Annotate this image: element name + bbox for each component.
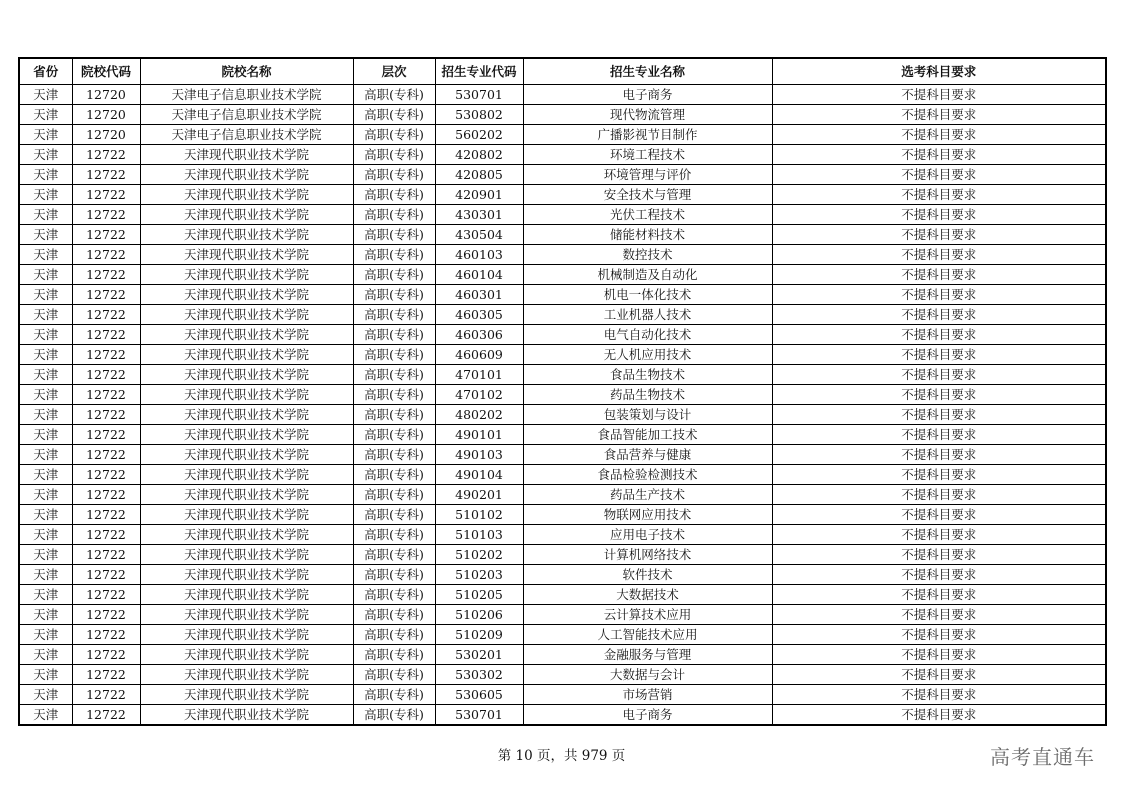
- cell-subject-requirement: 不提科目要求: [772, 705, 1106, 726]
- cell-major-name: 食品智能加工技术: [523, 425, 772, 445]
- cell-province: 天津: [19, 365, 72, 385]
- cell-school-code: 12722: [72, 605, 140, 625]
- cell-major-name: 安全技术与管理: [523, 185, 772, 205]
- cell-subject-requirement: 不提科目要求: [772, 485, 1106, 505]
- cell-province: 天津: [19, 565, 72, 585]
- cell-school-name: 天津现代职业技术学院: [140, 465, 353, 485]
- cell-province: 天津: [19, 165, 72, 185]
- cell-level: 高职(专科): [353, 225, 435, 245]
- cell-province: 天津: [19, 425, 72, 445]
- cell-province: 天津: [19, 245, 72, 265]
- cell-province: 天津: [19, 225, 72, 245]
- cell-subject-requirement: 不提科目要求: [772, 245, 1106, 265]
- cell-school-name: 天津现代职业技术学院: [140, 265, 353, 285]
- cell-level: 高职(专科): [353, 525, 435, 545]
- table-row: [19, 325, 1106, 345]
- cell-school-name: 天津现代职业技术学院: [140, 425, 353, 445]
- cell-subject-requirement: 不提科目要求: [772, 325, 1106, 345]
- cell-major-code: 460305: [435, 305, 523, 325]
- cell-province: 天津: [19, 85, 72, 105]
- cell-province: 天津: [19, 385, 72, 405]
- table-row: [19, 185, 1106, 205]
- cell-province: 天津: [19, 185, 72, 205]
- cell-major-name: 数控技术: [523, 245, 772, 265]
- cell-major-name: 药品生产技术: [523, 485, 772, 505]
- cell-school-code: 12722: [72, 705, 140, 726]
- cell-major-name: 食品营养与健康: [523, 445, 772, 465]
- cell-major-code: 510205: [435, 585, 523, 605]
- cell-province: 天津: [19, 345, 72, 365]
- cell-level: 高职(专科): [353, 185, 435, 205]
- table-row: [19, 565, 1106, 585]
- cell-major-code: 490104: [435, 465, 523, 485]
- cell-major-name: 包装策划与设计: [523, 405, 772, 425]
- cell-subject-requirement: 不提科目要求: [772, 645, 1106, 665]
- cell-school-code: 12722: [72, 245, 140, 265]
- cell-major-code: 490101: [435, 425, 523, 445]
- cell-subject-requirement: 不提科目要求: [772, 225, 1106, 245]
- cell-school-name: 天津现代职业技术学院: [140, 165, 353, 185]
- cell-school-name: 天津电子信息职业技术学院: [140, 125, 353, 145]
- cell-level: 高职(专科): [353, 385, 435, 405]
- cell-school-name: 天津现代职业技术学院: [140, 325, 353, 345]
- cell-subject-requirement: 不提科目要求: [772, 525, 1106, 545]
- cell-school-name: 天津现代职业技术学院: [140, 405, 353, 425]
- cell-major-code: 420805: [435, 165, 523, 185]
- cell-major-name: 光伏工程技术: [523, 205, 772, 225]
- cell-school-name: 天津现代职业技术学院: [140, 365, 353, 385]
- cell-school-code: 12720: [72, 85, 140, 105]
- cell-major-code: 420901: [435, 185, 523, 205]
- cell-school-name: 天津现代职业技术学院: [140, 565, 353, 585]
- cell-province: 天津: [19, 265, 72, 285]
- cell-level: 高职(专科): [353, 685, 435, 705]
- table-row: [19, 705, 1106, 726]
- cell-school-name: 天津现代职业技术学院: [140, 305, 353, 325]
- cell-major-code: 510103: [435, 525, 523, 545]
- table-row: [19, 265, 1106, 285]
- cell-school-code: 12722: [72, 145, 140, 165]
- cell-subject-requirement: 不提科目要求: [772, 465, 1106, 485]
- cell-province: 天津: [19, 125, 72, 145]
- cell-province: 天津: [19, 485, 72, 505]
- cell-major-code: 510102: [435, 505, 523, 525]
- header-level: 层次: [353, 58, 435, 85]
- cell-major-name: 人工智能技术应用: [523, 625, 772, 645]
- cell-subject-requirement: 不提科目要求: [772, 385, 1106, 405]
- cell-province: 天津: [19, 525, 72, 545]
- watermark-logo-text: 高考直通车: [990, 745, 1095, 769]
- table-row: [19, 385, 1106, 405]
- table-row: [19, 305, 1106, 325]
- cell-major-code: 510209: [435, 625, 523, 645]
- cell-school-code: 12722: [72, 345, 140, 365]
- cell-major-name: 现代物流管理: [523, 105, 772, 125]
- cell-province: 天津: [19, 505, 72, 525]
- cell-subject-requirement: 不提科目要求: [772, 625, 1106, 645]
- cell-subject-requirement: 不提科目要求: [772, 425, 1106, 445]
- cell-level: 高职(专科): [353, 465, 435, 485]
- cell-major-name: 计算机网络技术: [523, 545, 772, 565]
- cell-school-code: 12722: [72, 625, 140, 645]
- cell-major-code: 480202: [435, 405, 523, 425]
- cell-school-name: 天津现代职业技术学院: [140, 185, 353, 205]
- cell-school-name: 天津现代职业技术学院: [140, 145, 353, 165]
- cell-major-name: 电子商务: [523, 85, 772, 105]
- cell-school-name: 天津现代职业技术学院: [140, 345, 353, 365]
- cell-level: 高职(专科): [353, 565, 435, 585]
- cell-level: 高职(专科): [353, 425, 435, 445]
- cell-subject-requirement: 不提科目要求: [772, 545, 1106, 565]
- table-row: [19, 85, 1106, 105]
- header-province: 省份: [19, 58, 72, 85]
- cell-major-code: 510203: [435, 565, 523, 585]
- cell-school-code: 12722: [72, 405, 140, 425]
- cell-level: 高职(专科): [353, 205, 435, 225]
- cell-major-name: 环境管理与评价: [523, 165, 772, 185]
- cell-major-name: 机械制造及自动化: [523, 265, 772, 285]
- cell-level: 高职(专科): [353, 665, 435, 685]
- cell-major-code: 530802: [435, 105, 523, 125]
- document-sheet: [18, 57, 1105, 726]
- cell-level: 高职(专科): [353, 325, 435, 345]
- cell-major-code: 460609: [435, 345, 523, 365]
- cell-school-code: 12722: [72, 525, 140, 545]
- header-major-code: 招生专业代码: [435, 58, 523, 85]
- cell-major-name: 大数据与会计: [523, 665, 772, 685]
- cell-major-code: 430504: [435, 225, 523, 245]
- cell-subject-requirement: 不提科目要求: [772, 285, 1106, 305]
- cell-school-code: 12722: [72, 325, 140, 345]
- cell-level: 高职(专科): [353, 605, 435, 625]
- cell-major-code: 420802: [435, 145, 523, 165]
- cell-province: 天津: [19, 405, 72, 425]
- cell-school-name: 天津现代职业技术学院: [140, 485, 353, 505]
- cell-school-code: 12722: [72, 225, 140, 245]
- cell-subject-requirement: 不提科目要求: [772, 185, 1106, 205]
- cell-school-code: 12722: [72, 505, 140, 525]
- cell-major-name: 食品检验检测技术: [523, 465, 772, 485]
- cell-province: 天津: [19, 105, 72, 125]
- cell-subject-requirement: 不提科目要求: [772, 685, 1106, 705]
- cell-school-name: 天津现代职业技术学院: [140, 665, 353, 685]
- cell-school-code: 12722: [72, 545, 140, 565]
- cell-major-name: 药品生物技术: [523, 385, 772, 405]
- cell-school-name: 天津现代职业技术学院: [140, 705, 353, 726]
- table-row: [19, 505, 1106, 525]
- cell-level: 高职(专科): [353, 485, 435, 505]
- cell-level: 高职(专科): [353, 625, 435, 645]
- header-school-code: 院校代码: [72, 58, 140, 85]
- cell-major-name: 电气自动化技术: [523, 325, 772, 345]
- table-row: [19, 605, 1106, 625]
- cell-level: 高职(专科): [353, 345, 435, 365]
- cell-level: 高职(专科): [353, 165, 435, 185]
- cell-level: 高职(专科): [353, 145, 435, 165]
- table-row: [19, 285, 1106, 305]
- cell-level: 高职(专科): [353, 445, 435, 465]
- table-row: [19, 125, 1106, 145]
- table-header-row: [19, 58, 1106, 85]
- cell-major-code: 530701: [435, 705, 523, 726]
- cell-major-code: 490201: [435, 485, 523, 505]
- cell-province: 天津: [19, 205, 72, 225]
- cell-school-code: 12722: [72, 685, 140, 705]
- cell-subject-requirement: 不提科目要求: [772, 305, 1106, 325]
- cell-level: 高职(专科): [353, 545, 435, 565]
- cell-school-name: 天津现代职业技术学院: [140, 385, 353, 405]
- cell-subject-requirement: 不提科目要求: [772, 85, 1106, 105]
- cell-province: 天津: [19, 605, 72, 625]
- cell-level: 高职(专科): [353, 125, 435, 145]
- cell-school-name: 天津现代职业技术学院: [140, 525, 353, 545]
- cell-level: 高职(专科): [353, 285, 435, 305]
- table-row: [19, 525, 1106, 545]
- cell-subject-requirement: 不提科目要求: [772, 505, 1106, 525]
- cell-level: 高职(专科): [353, 365, 435, 385]
- table-row: [19, 145, 1106, 165]
- cell-major-name: 食品生物技术: [523, 365, 772, 385]
- table-row: [19, 465, 1106, 485]
- cell-major-code: 460103: [435, 245, 523, 265]
- cell-province: 天津: [19, 705, 72, 726]
- cell-subject-requirement: 不提科目要求: [772, 565, 1106, 585]
- cell-province: 天津: [19, 465, 72, 485]
- cell-school-name: 天津现代职业技术学院: [140, 225, 353, 245]
- cell-subject-requirement: 不提科目要求: [772, 665, 1106, 685]
- table-row: [19, 245, 1106, 265]
- table-row: [19, 665, 1106, 685]
- cell-major-code: 510202: [435, 545, 523, 565]
- cell-subject-requirement: 不提科目要求: [772, 445, 1106, 465]
- cell-major-name: 工业机器人技术: [523, 305, 772, 325]
- cell-subject-requirement: 不提科目要求: [772, 405, 1106, 425]
- cell-subject-requirement: 不提科目要求: [772, 125, 1106, 145]
- cell-school-code: 12722: [72, 365, 140, 385]
- cell-province: 天津: [19, 585, 72, 605]
- cell-school-code: 12722: [72, 645, 140, 665]
- cell-major-code: 510206: [435, 605, 523, 625]
- table-row: [19, 625, 1106, 645]
- cell-school-code: 12722: [72, 165, 140, 185]
- cell-subject-requirement: 不提科目要求: [772, 345, 1106, 365]
- cell-major-name: 物联网应用技术: [523, 505, 772, 525]
- cell-school-code: 12722: [72, 445, 140, 465]
- table-row: [19, 345, 1106, 365]
- cell-level: 高职(专科): [353, 505, 435, 525]
- cell-school-name: 天津现代职业技术学院: [140, 445, 353, 465]
- cell-level: 高职(专科): [353, 305, 435, 325]
- cell-school-name: 天津现代职业技术学院: [140, 545, 353, 565]
- cell-school-name: 天津电子信息职业技术学院: [140, 85, 353, 105]
- table-row: [19, 365, 1106, 385]
- cell-major-code: 460301: [435, 285, 523, 305]
- cell-major-code: 470101: [435, 365, 523, 385]
- cell-major-code: 530605: [435, 685, 523, 705]
- cell-school-code: 12722: [72, 565, 140, 585]
- table-row: [19, 425, 1106, 445]
- table-row: [19, 205, 1106, 225]
- cell-school-code: 12722: [72, 285, 140, 305]
- cell-major-name: 机电一体化技术: [523, 285, 772, 305]
- cell-school-code: 12722: [72, 185, 140, 205]
- cell-school-name: 天津电子信息职业技术学院: [140, 105, 353, 125]
- cell-school-name: 天津现代职业技术学院: [140, 245, 353, 265]
- cell-major-code: 430301: [435, 205, 523, 225]
- admission-table: [18, 57, 1107, 726]
- cell-school-name: 天津现代职业技术学院: [140, 685, 353, 705]
- cell-subject-requirement: 不提科目要求: [772, 165, 1106, 185]
- cell-major-name: 金融服务与管理: [523, 645, 772, 665]
- table-row: [19, 685, 1106, 705]
- cell-school-name: 天津现代职业技术学院: [140, 505, 353, 525]
- header-subject-requirement: 选考科目要求: [772, 58, 1106, 85]
- cell-major-code: 490103: [435, 445, 523, 465]
- cell-province: 天津: [19, 325, 72, 345]
- cell-subject-requirement: 不提科目要求: [772, 605, 1106, 625]
- cell-subject-requirement: 不提科目要求: [772, 205, 1106, 225]
- cell-subject-requirement: 不提科目要求: [772, 585, 1106, 605]
- cell-level: 高职(专科): [353, 245, 435, 265]
- cell-major-code: 470102: [435, 385, 523, 405]
- cell-school-code: 12722: [72, 585, 140, 605]
- cell-major-code: 530701: [435, 85, 523, 105]
- cell-subject-requirement: 不提科目要求: [772, 105, 1106, 125]
- cell-major-name: 电子商务: [523, 705, 772, 726]
- cell-school-code: 12722: [72, 385, 140, 405]
- cell-level: 高职(专科): [353, 105, 435, 125]
- table-row: [19, 445, 1106, 465]
- table-body: [19, 85, 1106, 726]
- cell-major-name: 市场营销: [523, 685, 772, 705]
- cell-major-name: 应用电子技术: [523, 525, 772, 545]
- cell-school-code: 12722: [72, 265, 140, 285]
- cell-subject-requirement: 不提科目要求: [772, 365, 1106, 385]
- cell-level: 高职(专科): [353, 265, 435, 285]
- cell-major-code: 530201: [435, 645, 523, 665]
- table-row: [19, 165, 1106, 185]
- cell-school-code: 12722: [72, 305, 140, 325]
- table-row: [19, 405, 1106, 425]
- cell-school-name: 天津现代职业技术学院: [140, 205, 353, 225]
- cell-level: 高职(专科): [353, 85, 435, 105]
- cell-school-name: 天津现代职业技术学院: [140, 605, 353, 625]
- cell-province: 天津: [19, 545, 72, 565]
- table-row: [19, 585, 1106, 605]
- cell-province: 天津: [19, 665, 72, 685]
- cell-school-code: 12722: [72, 465, 140, 485]
- cell-school-name: 天津现代职业技术学院: [140, 645, 353, 665]
- cell-province: 天津: [19, 625, 72, 645]
- cell-level: 高职(专科): [353, 705, 435, 726]
- table-row: [19, 485, 1106, 505]
- cell-school-name: 天津现代职业技术学院: [140, 625, 353, 645]
- cell-major-name: 广播影视节目制作: [523, 125, 772, 145]
- header-major-name: 招生专业名称: [523, 58, 772, 85]
- cell-province: 天津: [19, 445, 72, 465]
- cell-province: 天津: [19, 305, 72, 325]
- cell-province: 天津: [19, 145, 72, 165]
- cell-subject-requirement: 不提科目要求: [772, 145, 1106, 165]
- cell-school-name: 天津现代职业技术学院: [140, 285, 353, 305]
- cell-level: 高职(专科): [353, 645, 435, 665]
- cell-major-code: 530302: [435, 665, 523, 685]
- table-row: [19, 645, 1106, 665]
- cell-province: 天津: [19, 285, 72, 305]
- header-school-name: 院校名称: [140, 58, 353, 85]
- table-row: [19, 225, 1106, 245]
- cell-subject-requirement: 不提科目要求: [772, 265, 1106, 285]
- cell-level: 高职(专科): [353, 585, 435, 605]
- cell-level: 高职(专科): [353, 405, 435, 425]
- cell-school-name: 天津现代职业技术学院: [140, 585, 353, 605]
- cell-major-name: 云计算技术应用: [523, 605, 772, 625]
- cell-school-code: 12722: [72, 665, 140, 685]
- cell-school-code: 12720: [72, 125, 140, 145]
- cell-major-code: 560202: [435, 125, 523, 145]
- cell-school-code: 12722: [72, 205, 140, 225]
- cell-province: 天津: [19, 645, 72, 665]
- cell-major-name: 储能材料技术: [523, 225, 772, 245]
- table-row: [19, 545, 1106, 565]
- cell-major-name: 软件技术: [523, 565, 772, 585]
- page-number: 第 10 页，共 979 页: [497, 748, 626, 764]
- cell-province: 天津: [19, 685, 72, 705]
- cell-major-name: 大数据技术: [523, 585, 772, 605]
- cell-major-name: 无人机应用技术: [523, 345, 772, 365]
- cell-school-code: 12722: [72, 485, 140, 505]
- table-row: [19, 105, 1106, 125]
- cell-school-code: 12722: [72, 425, 140, 445]
- cell-major-code: 460104: [435, 265, 523, 285]
- cell-major-code: 460306: [435, 325, 523, 345]
- cell-major-name: 环境工程技术: [523, 145, 772, 165]
- cell-school-code: 12720: [72, 105, 140, 125]
